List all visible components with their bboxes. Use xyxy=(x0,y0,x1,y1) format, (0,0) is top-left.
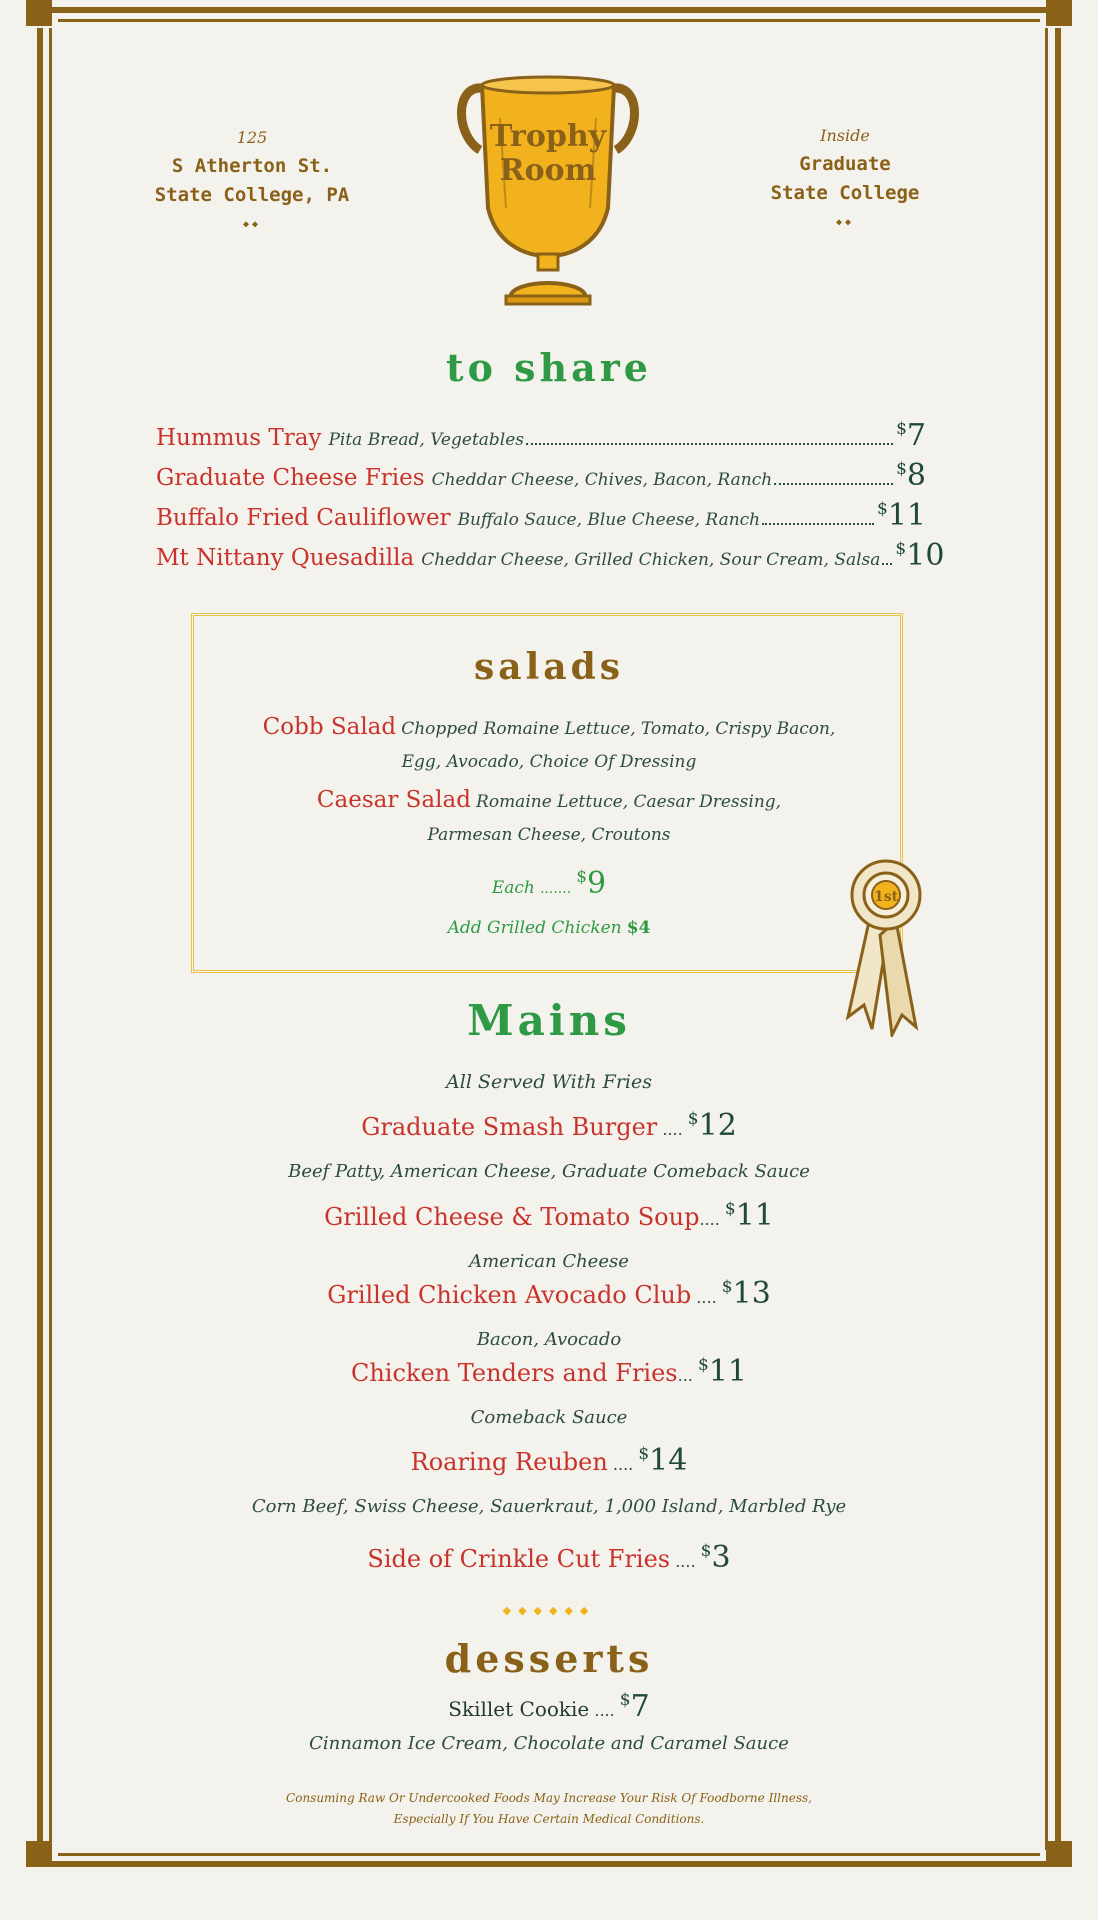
dot-leader xyxy=(882,563,892,565)
corner-top-right xyxy=(1046,0,1072,26)
main-item-name: Side of Crinkle Cut Fries xyxy=(367,1545,671,1573)
share-item-price: $10 xyxy=(895,538,945,573)
main-item xyxy=(0,1276,1098,1311)
main-item-name: Grilled Cheese & Tomato Soup xyxy=(324,1203,700,1231)
main-item-dots: .... xyxy=(607,1455,634,1474)
logo-line2: Room xyxy=(499,153,597,188)
main-item-price: $12 xyxy=(687,1108,737,1143)
main-item xyxy=(0,1354,1098,1389)
main-item-name: Chicken Tenders and Fries xyxy=(350,1359,678,1387)
main-item-dots: .... xyxy=(657,1120,683,1139)
mains-subtitle: All Served With Fries xyxy=(446,1071,652,1093)
address-diamonds: ◆◆ xyxy=(242,219,262,230)
share-item xyxy=(156,458,926,493)
dot-leader xyxy=(774,483,893,485)
to-share-title: to share xyxy=(446,345,652,390)
location-line2: State College xyxy=(770,182,920,204)
location-prefix: Inside xyxy=(820,126,870,145)
share-item-name: Hummus Tray xyxy=(156,425,322,451)
divider-diamonds: ◆◆◆◆◆◆ xyxy=(502,1604,596,1617)
salad-desc: Chopped Romaine Lettuce, Tomato, Crispy Bacon, xyxy=(401,719,836,739)
main-item-price: $3 xyxy=(700,1540,731,1575)
main-item-price: $13 xyxy=(721,1276,771,1311)
ribbon-text: 1st xyxy=(873,889,899,905)
dessert-item xyxy=(0,1689,1098,1724)
salad-name: Caesar Salad xyxy=(316,787,471,813)
each-label: Each xyxy=(491,878,535,898)
share-item-desc: Pita Bread, Vegetables xyxy=(328,430,525,450)
each-dots: ....... xyxy=(539,881,572,897)
share-item-price: $11 xyxy=(876,498,926,533)
main-item-desc: Beef Patty, American Cheese, Graduate Comeback Sauce xyxy=(288,1161,810,1182)
addon-label: Add Grilled Chicken xyxy=(447,918,622,938)
main-item xyxy=(0,1443,1098,1478)
share-item-price: $8 xyxy=(896,458,926,493)
address-street: S Atherton St. xyxy=(171,155,333,177)
main-item-price: $14 xyxy=(638,1443,688,1478)
dot-leader xyxy=(762,523,874,525)
frame-left-outer xyxy=(37,28,43,1850)
location-diamonds: ◆◆ xyxy=(835,217,855,228)
frame-left-inner xyxy=(49,28,52,1850)
location-block xyxy=(740,121,950,237)
share-item-desc: Cheddar Cheese, Grilled Chicken, Sour Cream, Salsa xyxy=(421,550,881,570)
main-item-price: $11 xyxy=(697,1354,747,1389)
frame-bottom-outer xyxy=(26,1861,1072,1867)
frame-right-outer xyxy=(1055,28,1061,1850)
corner-bottom-left xyxy=(26,1841,52,1867)
salad-name: Cobb Salad xyxy=(262,714,397,740)
main-item-dots: .... xyxy=(670,1552,696,1571)
share-item-name: Mt Nittany Quesadilla xyxy=(156,545,415,571)
main-item-name: Graduate Smash Burger xyxy=(361,1113,658,1141)
frame-top-inner xyxy=(58,19,1040,22)
dessert-dots: .... xyxy=(589,1701,615,1720)
frame-top-outer xyxy=(26,7,1072,13)
logo-line1: Trophy xyxy=(489,119,607,154)
dessert-price: $7 xyxy=(619,1689,650,1724)
share-item xyxy=(156,498,926,533)
share-item-name: Graduate Cheese Fries xyxy=(156,465,425,491)
main-item-desc: Comeback Sauce xyxy=(470,1407,628,1428)
share-item-price: $7 xyxy=(896,418,926,453)
main-item xyxy=(0,1540,1098,1575)
dessert-name: Skillet Cookie xyxy=(448,1697,590,1721)
share-item xyxy=(156,418,926,453)
salad-desc: Romaine Lettuce, Caesar Dressing, xyxy=(476,792,782,812)
share-item-desc: Buffalo Sauce, Blue Cheese, Ranch xyxy=(457,510,761,530)
salad-desc-line2: Egg, Avocado, Choice Of Dressing xyxy=(401,752,697,772)
logo-text xyxy=(452,120,644,188)
salad-desc-line2: Parmesan Cheese, Croutons xyxy=(427,825,671,845)
main-item-desc: American Cheese xyxy=(469,1251,629,1272)
salad-item xyxy=(0,714,1098,740)
main-item-desc: Bacon, Avocado xyxy=(476,1329,622,1350)
share-item-name: Buffalo Fried Cauliflower xyxy=(156,505,451,531)
salad-item xyxy=(0,787,1098,813)
salads-title: salads xyxy=(473,646,625,688)
frame-right-inner xyxy=(1045,28,1048,1850)
main-item xyxy=(0,1108,1098,1143)
disclaimer-line1: Consuming Raw Or Undercooked Foods May Increase Your Risk Of Foodborne Illness, xyxy=(286,1791,812,1805)
share-item xyxy=(156,538,945,573)
frame-bottom-inner xyxy=(58,1853,1040,1856)
mains-title: Mains xyxy=(467,996,631,1045)
disclaimer-line2: Especially If You Have Certain Medical Conditions. xyxy=(393,1812,705,1826)
share-item-desc: Cheddar Cheese, Chives, Bacon, Ranch xyxy=(431,470,773,490)
each-price: $9 xyxy=(576,866,607,901)
main-item-dots: .... xyxy=(691,1288,717,1307)
corner-top-left xyxy=(26,0,52,26)
main-item-name: Grilled Chicken Avocado Club xyxy=(327,1281,692,1309)
main-item-desc: Corn Beef, Swiss Cheese, Sauerkraut, 1,000 Island, Marbled Rye xyxy=(251,1496,847,1517)
dot-leader xyxy=(526,443,893,445)
location-line1: Graduate xyxy=(799,153,891,175)
main-item-dots: ... xyxy=(677,1366,693,1385)
main-item-price: $11 xyxy=(724,1198,774,1233)
addon-price: $4 xyxy=(626,918,651,938)
main-item xyxy=(0,1198,1098,1233)
trophy-logo xyxy=(452,58,644,312)
address-city: State College, PA xyxy=(154,184,350,206)
corner-bottom-right xyxy=(1046,1841,1072,1867)
address-number: 125 xyxy=(236,128,268,147)
desserts-title: desserts xyxy=(444,1636,654,1681)
dessert-desc: Cinnamon Ice Cream, Chocolate and Caramel Sauce xyxy=(309,1733,789,1754)
main-item-dots: .... xyxy=(699,1210,720,1229)
address-block xyxy=(140,123,364,239)
main-item-name: Roaring Reuben xyxy=(410,1448,608,1476)
